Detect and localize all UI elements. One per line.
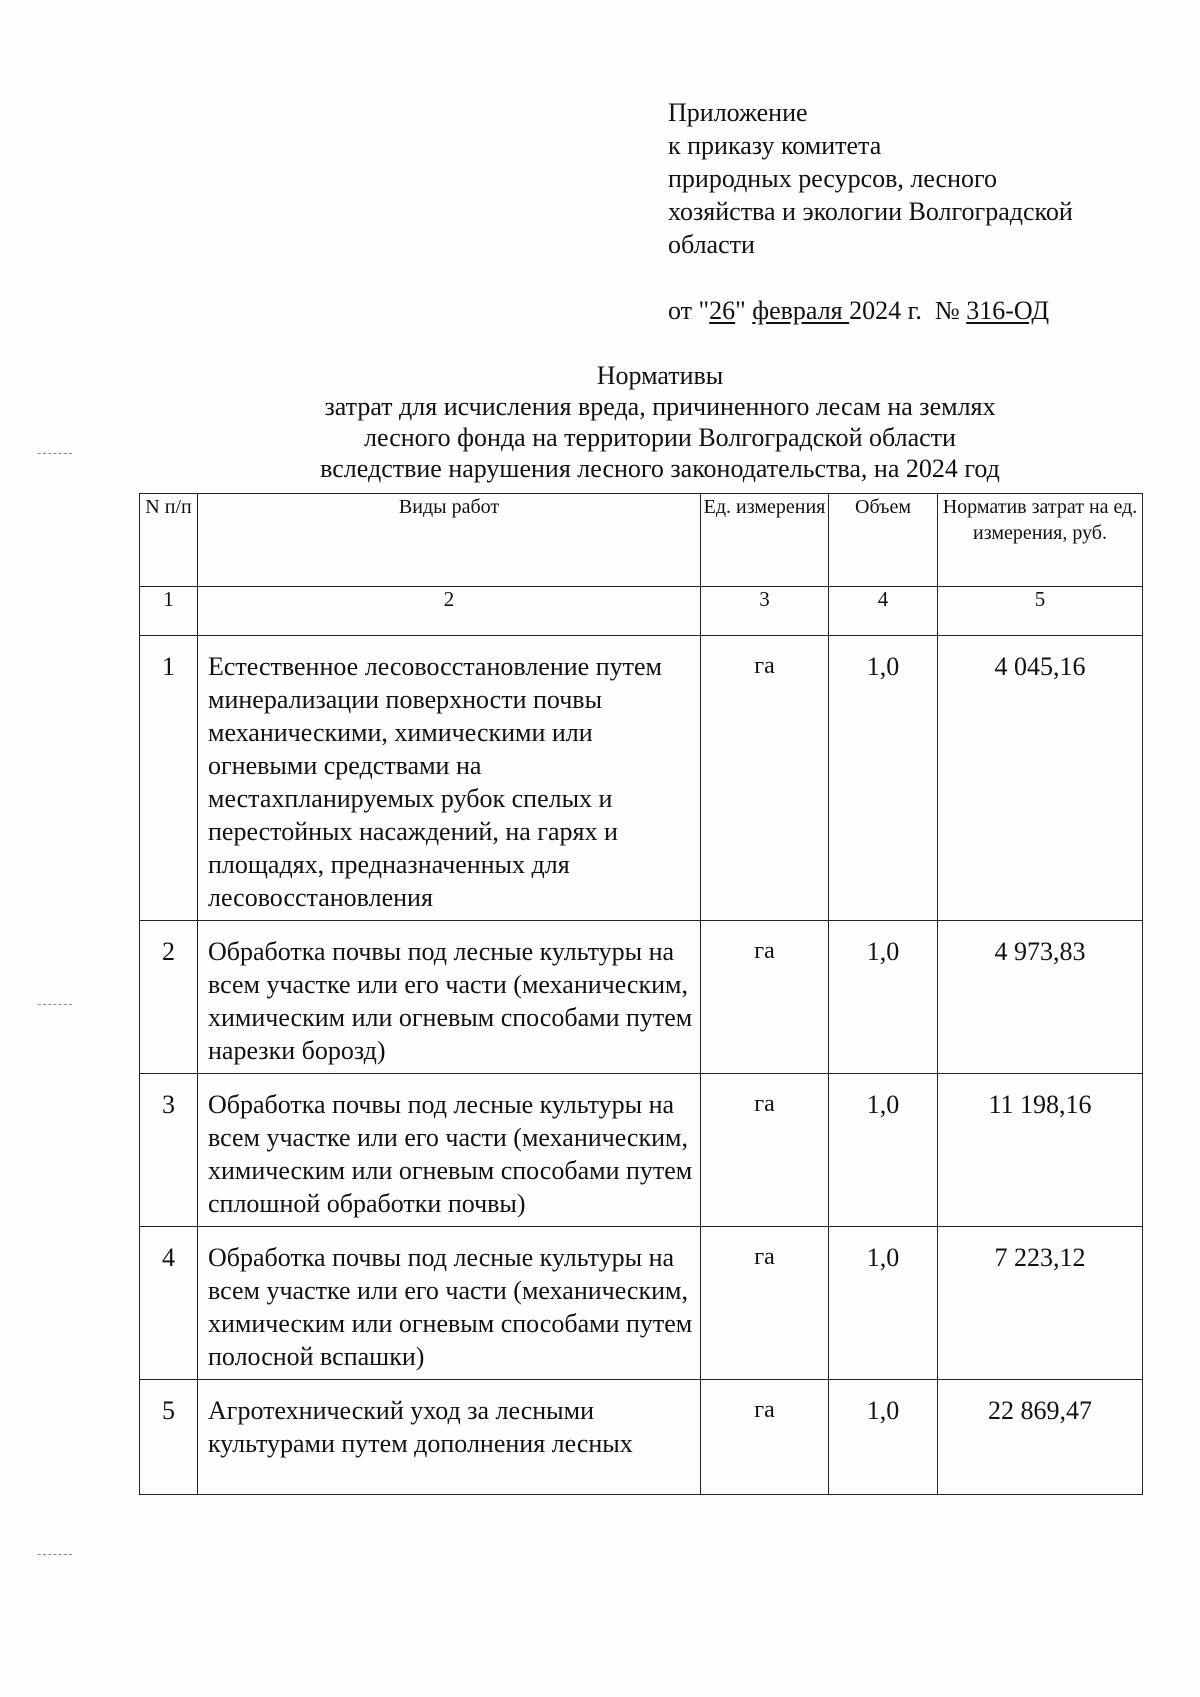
header-works: Виды работ <box>198 494 701 587</box>
order-month: февраля <box>752 296 850 325</box>
appendix-line: природных ресурсов, лесного <box>668 164 998 193</box>
title-heading: Нормативы <box>596 361 724 390</box>
header-unit: Ед. измерения <box>701 494 829 587</box>
title-line: вследствие нарушения лесного законодательства, на 2024 год <box>320 454 1000 483</box>
row-unit: га <box>701 636 829 921</box>
table-row <box>140 1227 1143 1380</box>
row-volume: 1,0 <box>829 1380 938 1495</box>
row-description: Агротехнический уход за лесными культурами путем дополнения лесных <box>198 1380 701 1495</box>
column-number: 2 <box>198 587 701 636</box>
scan-margin-mark <box>38 1554 72 1555</box>
header-norm: Норматив затрат на ед. измерения, руб. <box>938 494 1143 587</box>
row-number: 3 <box>140 1074 198 1227</box>
row-norm: 11 198,16 <box>938 1074 1143 1227</box>
table-row <box>140 1380 1143 1495</box>
appendix-line: хозяйства и экологии Волгоградской <box>668 197 1073 226</box>
row-volume: 1,0 <box>829 1074 938 1227</box>
row-number: 5 <box>140 1380 198 1495</box>
scan-margin-mark <box>38 1004 72 1005</box>
order-date-number <box>668 294 1049 327</box>
appendix-line: к приказу комитета <box>668 131 882 160</box>
row-norm: 22 869,47 <box>938 1380 1143 1495</box>
column-number-row <box>140 587 1143 636</box>
row-unit: га <box>701 1227 829 1380</box>
order-day: 26 <box>709 296 736 325</box>
row-unit: га <box>701 1380 829 1495</box>
header-volume: Объем <box>829 494 938 587</box>
row-number: 4 <box>140 1227 198 1380</box>
appendix-block <box>668 96 1073 261</box>
order-year: 2024 г. <box>849 296 922 325</box>
column-number: 1 <box>140 587 198 636</box>
row-volume: 1,0 <box>829 921 938 1074</box>
document-title <box>250 360 1070 484</box>
row-volume: 1,0 <box>829 636 938 921</box>
header-num: N п/п <box>140 494 198 587</box>
norms-table <box>139 493 1143 1495</box>
row-norm: 7 223,12 <box>938 1227 1143 1380</box>
order-number-sign: № <box>921 296 967 325</box>
order-quote: " <box>735 296 753 325</box>
column-number: 4 <box>829 587 938 636</box>
scan-margin-mark <box>38 453 72 454</box>
row-volume: 1,0 <box>829 1227 938 1380</box>
table-row <box>140 1074 1143 1227</box>
row-number: 2 <box>140 921 198 1074</box>
order-prefix: от " <box>668 296 710 325</box>
row-description: Естественное лесовосстановление путем минерализации поверхности почвы механическими, химическими или огневыми средствами на местахпланируемых рубок спелых и перестойных насаждений, на гарях и площадях, предназначенных для лесовосстановления <box>198 636 701 921</box>
row-description: Обработка почвы под лесные культуры на всем участке или его части (механическим, химическим или огневым способами путем нарезки борозд) <box>198 921 701 1074</box>
row-description: Обработка почвы под лесные культуры на всем участке или его части (механическим, химическим или огневым способами путем полосной вспашки) <box>198 1227 701 1380</box>
column-number: 3 <box>701 587 829 636</box>
appendix-line: области <box>668 230 755 259</box>
row-description: Обработка почвы под лесные культуры на всем участке или его части (механическим, химическим или огневым способами путем сплошной обработки почвы) <box>198 1074 701 1227</box>
title-line: лесного фонда на территории Волгоградской области <box>364 423 956 452</box>
table-header-row <box>140 494 1143 587</box>
row-number: 1 <box>140 636 198 921</box>
table-row <box>140 636 1143 921</box>
title-line: затрат для исчисления вреда, причиненного лесам на землях <box>324 392 996 421</box>
row-unit: га <box>701 1074 829 1227</box>
row-norm: 4 973,83 <box>938 921 1143 1074</box>
row-unit: га <box>701 921 829 1074</box>
table-row <box>140 921 1143 1074</box>
order-number: 316-ОД <box>966 296 1050 325</box>
row-norm: 4 045,16 <box>938 636 1143 921</box>
appendix-line: Приложение <box>668 98 808 127</box>
column-number: 5 <box>938 587 1143 636</box>
